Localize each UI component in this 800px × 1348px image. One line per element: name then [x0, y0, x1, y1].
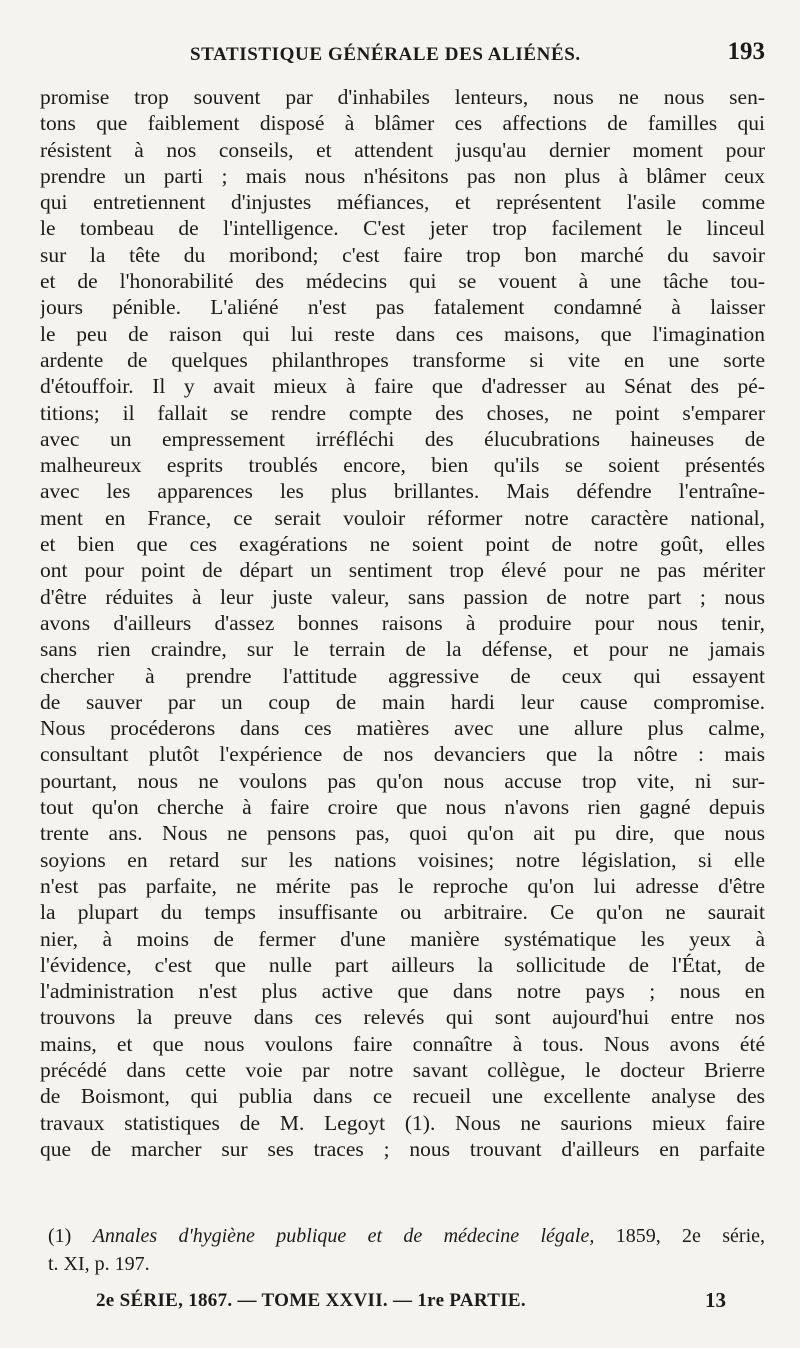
- text-line: qui entretiennent d'injustes méfiances, et représentent l'asile comme: [40, 190, 765, 215]
- text-line: promise trop souvent par d'inhabiles lenteurs, nous ne nous sen-: [40, 85, 765, 109]
- text-line: pourtant, nous ne voulons pas qu'on nous accuse trop vite, ni sur-: [40, 768, 765, 793]
- footnote: [48, 1222, 765, 1278]
- text-line: que de marcher sur ses traces ; nous trouvant d'ailleurs en parfaite: [40, 1136, 765, 1161]
- text-line: avons d'ailleurs d'assez bonnes raisons à produire pour nous tenir,: [40, 610, 765, 635]
- text-line: ment en France, ce serait vouloir réformer notre caractère national,: [40, 505, 765, 530]
- text-line: l'administration n'est plus active que dans notre pays ; nous en: [40, 979, 765, 1004]
- text-line: tons que faiblement disposé à blâmer ces affections de familles qui: [40, 111, 765, 136]
- text-line: le tombeau de l'intelligence. C'est jeter trop facilement le linceul: [40, 216, 765, 241]
- text-line: d'être réduites à leur juste valeur, sans passion de notre part ; nous: [40, 584, 765, 609]
- text-line: titions; il fallait se rendre compte des choses, ne point s'emparer: [40, 400, 765, 425]
- text-line: avec un empressement irréfléchi des élucubrations haineuses de: [40, 426, 765, 451]
- footnote-title: Annales d'hygiène publique et de médecine légale,: [92, 1225, 595, 1247]
- text-line: le peu de raison qui lui reste dans ces maisons, que l'imagination: [40, 321, 765, 346]
- text-line: consultant plutôt l'expérience de nos devanciers que la nôtre : mais: [40, 742, 765, 767]
- text-line: travaux statistiques de M. Legoyt (1). Nous ne saurions mieux faire: [40, 1110, 765, 1135]
- text-line: ont pour point de départ un sentiment trop élevé pour ne pas mériter: [40, 558, 765, 583]
- text-line: tout qu'on cherche à faire croire que nous n'avons rien gagné depuis: [40, 795, 765, 820]
- footnote-marker: (1): [48, 1225, 72, 1247]
- text-line: prendre un parti ; mais nous n'hésitons pas non plus à blâmer ceux: [40, 163, 765, 188]
- text-line: trouvons la preuve dans ces relevés qui sont aujourd'hui entre nos: [40, 1005, 765, 1030]
- footnote-line-2: t. XI, p. 197.: [48, 1253, 150, 1275]
- footnote-line-1: [48, 1222, 765, 1250]
- signature-number: 13: [705, 1288, 726, 1312]
- text-line: nier, à moins de fermer d'une manière systématique les yeux à: [40, 926, 765, 951]
- text-line: avec les apparences les plus brillantes. Mais défendre l'entraîne-: [40, 479, 765, 504]
- text-line: de sauver par un coup de main hardi leur cause compromise.: [40, 689, 765, 714]
- text-line: sur la tête du moribond; c'est faire trop bon marché du savoir: [40, 242, 765, 267]
- text-line: l'évidence, c'est que nulle part ailleurs la sollicitude de l'État, de: [40, 952, 765, 977]
- text-line: et bien que ces exagérations ne soient point de notre goût, elles: [40, 532, 765, 557]
- text-line: sans rien craindre, sur le terrain de la défense, et pour ne jamais: [40, 637, 765, 662]
- text-line: n'est pas parfaite, ne mérite pas le reproche qu'on lui adresse d'être: [40, 873, 765, 898]
- text-line: chercher à prendre l'attitude aggressive de ceux qui essayent: [40, 663, 765, 688]
- text-line: ardente de quelques philanthropes transforme si vite en une sorte: [40, 347, 765, 372]
- text-line: et de l'honorabilité des médecins qui se vouent à une tâche tou-: [40, 269, 765, 294]
- page-number: 193: [727, 38, 765, 65]
- text-line: malheureux esprits troublés encore, bien qu'ils se soient présentés: [40, 453, 765, 478]
- signature-text: 2e SÉRIE, 1867. — TOME XXVII. — 1re PARTIE.: [96, 1290, 526, 1311]
- body-text: [40, 84, 765, 1162]
- footnote-details: 1859, 2e série,: [615, 1225, 766, 1247]
- text-line: mains, et que nous voulons faire connaître à tous. Nous avons été: [40, 1031, 765, 1056]
- text-line: d'étouffoir. Il y avait mieux à faire que d'adresser au Sénat des pé-: [40, 374, 765, 399]
- signature-line: [96, 1286, 726, 1314]
- text-line: la plupart du temps insuffisante ou arbitraire. Ce qu'on ne saurait: [40, 900, 765, 925]
- text-line: de Boismont, qui publia dans ce recueil une excellente analyse des: [40, 1084, 765, 1109]
- text-line: trente ans. Nous ne pensons pas, quoi qu'on ait pu dire, que nous: [40, 821, 765, 846]
- text-line: Nous procéderons dans ces matières avec une allure plus calme,: [40, 716, 765, 741]
- text-line: précédé dans cette voie par notre savant collègue, le docteur Brierre: [40, 1057, 765, 1082]
- text-line: soyions en retard sur les nations voisines; notre législation, si elle: [40, 847, 765, 872]
- running-head: [40, 38, 765, 72]
- text-line: résistent à nos conseils, et attendent jusqu'au dernier moment pour: [40, 137, 765, 162]
- text-line: jours pénible. L'aliéné n'est pas fatalement condamné à laisser: [40, 295, 765, 320]
- running-head-title: STATISTIQUE GÉNÉRALE DES ALIÉNÉS.: [190, 44, 581, 65]
